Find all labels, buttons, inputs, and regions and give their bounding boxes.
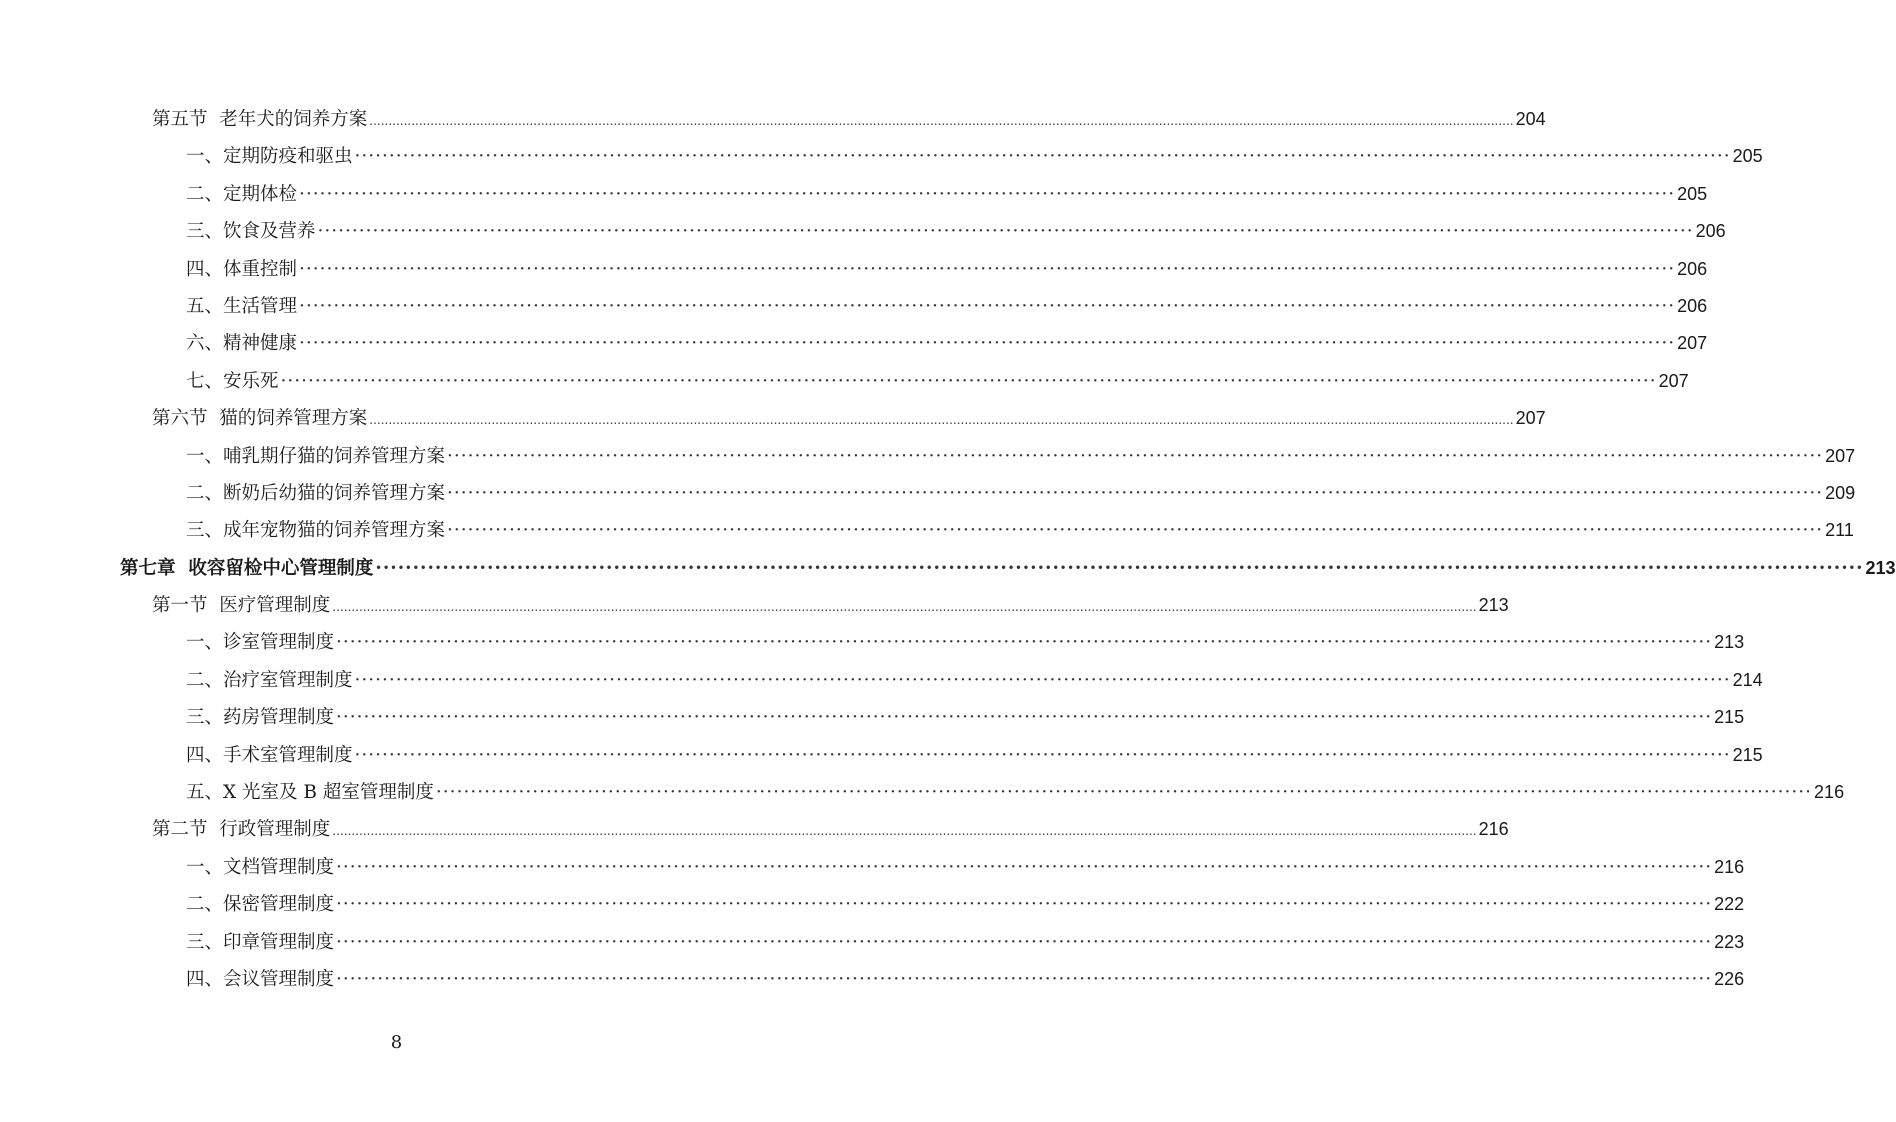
toc-entry[interactable]: [0, 624, 1745, 661]
toc-entry-title: 一、诊室管理制度: [186, 632, 335, 654]
dot-leader: ········································································································································································································: [336, 894, 1713, 916]
toc-entry[interactable]: [0, 438, 1856, 475]
toc-entry[interactable]: [0, 811, 1509, 848]
toc-entry-title: 三、饮食及营养: [186, 221, 316, 243]
toc-entry-title: 第七章 收容留检中心管理制度: [120, 557, 374, 579]
toc-entry[interactable]: [0, 512, 1854, 549]
toc-entry-page: 206: [1677, 295, 1708, 316]
dot-leader: ········································································································································································································: [280, 370, 1657, 392]
toc-entry-page: 222: [1714, 894, 1745, 915]
toc-entry-title: 四、体重控制: [186, 258, 298, 280]
dot-leader: ········································································································································································································: [354, 744, 1731, 766]
dot-leader: ............................................................................................................................................................................................................................................................................................................: [369, 413, 1514, 428]
toc-entry-page: 205: [1677, 183, 1708, 204]
toc-entry-title: 二、断奶后幼猫的饲养管理方案: [186, 482, 446, 504]
toc-entry[interactable]: [0, 325, 1708, 362]
toc-entry[interactable]: [0, 550, 1896, 587]
table-of-contents: [0, 101, 1896, 998]
toc-entry-page: 211: [1825, 520, 1854, 541]
dot-leader: ········································································································································································································: [375, 557, 1864, 579]
toc-entry-title: 一、哺乳期仔猫的饲养管理方案: [186, 445, 446, 467]
toc-entry-page: 213: [1865, 557, 1896, 578]
toc-entry-title: 三、药房管理制度: [186, 707, 335, 729]
dot-leader: ............................................................................................................................................................................................................................................................................................................: [332, 600, 1477, 615]
toc-entry-page: 207: [1515, 408, 1546, 429]
toc-entry-title: 二、保密管理制度: [186, 894, 335, 916]
toc-entry-page: 213: [1714, 632, 1745, 653]
dot-leader: ········································································································································································································: [336, 968, 1713, 990]
toc-entry-page: 206: [1695, 221, 1726, 242]
toc-entry[interactable]: [0, 400, 1546, 437]
toc-entry-page: 213: [1478, 595, 1509, 616]
toc-entry-title: 五、X 光室及 B 超室管理制度: [186, 782, 434, 804]
toc-entry-title: 第一节 医疗管理制度: [152, 595, 331, 617]
toc-entry[interactable]: [0, 699, 1745, 736]
toc-entry-title: 一、文档管理制度: [186, 856, 335, 878]
dot-leader: ········································································································································································································: [336, 707, 1713, 729]
toc-entry-title: 六、精神健康: [186, 333, 298, 355]
toc-entry-title: 第五节 老年犬的饲养方案: [152, 109, 368, 130]
dot-leader: ········································································································································································································: [354, 146, 1731, 168]
toc-entry-page: 226: [1714, 968, 1745, 989]
dot-leader: ········································································································································································································: [435, 782, 1813, 804]
dot-leader: ········································································································································································································: [447, 482, 1824, 504]
toc-entry[interactable]: [0, 288, 1708, 325]
dot-leader: ········································································································································································································: [447, 445, 1824, 467]
toc-entry[interactable]: [0, 363, 1689, 400]
dot-leader: ········································································································································································································: [299, 295, 1676, 317]
page-number: 8: [390, 1032, 403, 1053]
toc-entry[interactable]: [0, 924, 1745, 961]
dot-leader: ········································································································································································································: [299, 333, 1676, 355]
toc-entry[interactable]: [0, 213, 1726, 250]
dot-leader: ········································································································································································································: [354, 669, 1731, 691]
dot-leader: ········································································································································································································: [336, 632, 1713, 654]
toc-entry-page: 215: [1732, 744, 1763, 765]
dot-leader: ............................................................................................................................................................................................................................................................................................................: [369, 114, 1514, 128]
toc-entry-page: 204: [1515, 109, 1546, 129]
toc-entry[interactable]: [0, 475, 1856, 512]
toc-entry-page: 215: [1714, 707, 1745, 728]
toc-entry-title: 二、治疗室管理制度: [186, 669, 353, 691]
toc-entry[interactable]: [0, 587, 1509, 624]
dot-leader: ............................................................................................................................................................................................................................................................................................................: [332, 824, 1477, 839]
toc-entry-title: 一、定期防疫和驱虫: [186, 146, 353, 168]
toc-entry-page: 216: [1814, 782, 1845, 803]
toc-entry-title: 二、定期体检: [186, 183, 298, 205]
toc-entry-page: 207: [1658, 370, 1689, 391]
toc-entry[interactable]: [0, 176, 1708, 213]
toc-entry-page: 209: [1825, 482, 1856, 503]
toc-entry[interactable]: [0, 662, 1763, 699]
toc-entry-page: 216: [1714, 856, 1745, 877]
toc-entry-page: 207: [1677, 333, 1708, 354]
toc-entry[interactable]: [0, 251, 1708, 288]
toc-entry-page: 223: [1714, 931, 1745, 952]
dot-leader: ········································································································································································································: [299, 258, 1676, 280]
toc-entry-title: 第二节 行政管理制度: [152, 819, 331, 841]
dot-leader: ········································································································································································································: [447, 520, 1824, 542]
toc-entry[interactable]: [0, 101, 1546, 138]
toc-entry-title: 七、安乐死: [186, 370, 279, 392]
toc-entry-title: 第六节 猫的饲养管理方案: [152, 408, 368, 430]
toc-entry-page: 216: [1478, 819, 1509, 840]
toc-entry[interactable]: [0, 737, 1763, 774]
toc-entry-page: 205: [1732, 146, 1763, 167]
toc-entry-page: 206: [1677, 258, 1708, 279]
toc-entry[interactable]: [0, 138, 1763, 175]
dot-leader: ········································································································································································································: [336, 931, 1713, 953]
toc-entry-title: 五、生活管理: [186, 295, 298, 317]
toc-entry-title: 四、手术室管理制度: [186, 744, 353, 766]
dot-leader: ········································································································································································································: [299, 183, 1676, 205]
toc-entry[interactable]: [0, 849, 1745, 886]
dot-leader: ········································································································································································································: [317, 221, 1694, 243]
toc-entry-page: 207: [1825, 445, 1856, 466]
toc-entry-page: 214: [1732, 669, 1763, 690]
toc-entry[interactable]: [0, 774, 1845, 811]
toc-entry[interactable]: [0, 886, 1745, 923]
toc-entry[interactable]: [0, 961, 1745, 998]
toc-entry-title: 四、会议管理制度: [186, 968, 335, 990]
toc-entry-title: 三、印章管理制度: [186, 931, 335, 953]
toc-entry-title: 三、成年宠物猫的饲养管理方案: [186, 520, 446, 542]
dot-leader: ········································································································································································································: [336, 856, 1713, 878]
